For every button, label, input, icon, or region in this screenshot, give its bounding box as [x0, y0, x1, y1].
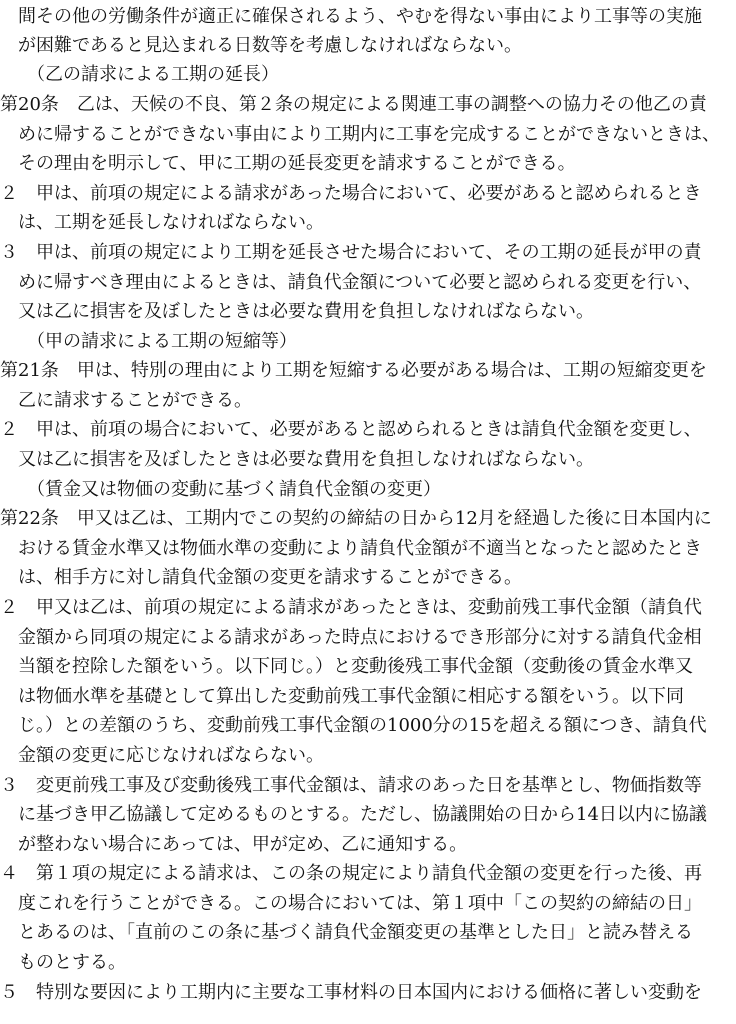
text-line: 又は乙に損害を及ぼしたときは必要な費用を負担しなければならない。	[18, 449, 594, 470]
paragraph-line: ２ 甲は、前項の規定による請求があった場合において、必要があると認められるとき	[0, 183, 702, 204]
text-line: 金額から同項の規定による請求があった時点におけるでき形部分に対する請負代金相	[18, 627, 702, 648]
paragraph-line: ３ 変更前残工事及び変動後残工事代金額は、請求のあった日を基準とし、物価指数等	[0, 775, 702, 796]
article-line: 第20条 乙は、天候の不良、第２条の規定による関連工事の調整への協力その他乙の責	[0, 94, 707, 115]
text-line: 間その他の労働条件が適正に確保されるよう、やむを得ない事由により工事等の実施	[18, 6, 702, 27]
text-line: 金額の変更に応じなければならない。	[18, 745, 324, 766]
text-line: ものとする。	[18, 952, 126, 973]
text-line: その理由を明示して、甲に工期の延長変更を請求することができる。	[18, 153, 576, 174]
text-line: じ。）との差額のうち、変動前残工事代金額の1000分の15を超える額につき、請負代	[18, 715, 707, 736]
paragraph-line: ２ 甲又は乙は、前項の規定による請求があったときは、変動前残工事代金額（請負代	[0, 597, 702, 618]
text-line: が整わない場合にあっては、甲が定め、乙に通知する。	[18, 834, 468, 855]
text-line: とあるのは、「直前のこの条に基づく請負代金額変更の基準とした日」と読み替える	[18, 922, 693, 943]
text-line: 乙に請求することができる。	[18, 390, 252, 411]
article-heading: （賃金又は物価の変動に基づく請負代金額の変更）	[27, 479, 441, 500]
text-line: は物価水準を基礎として算出した変動前残工事代金額に相応する額をいう。以下同	[18, 686, 684, 707]
text-line: は、工期を延長しなければならない。	[18, 212, 324, 233]
paragraph-line: ２ 甲は、前項の場合において、必要があると認められるときは請負代金額を変更し、	[0, 419, 702, 440]
text-line: 又は乙に損害を及ぼしたときは必要な費用を負担しなければならない。	[18, 301, 594, 322]
text-line: に基づき甲乙協議して定めるものとする。ただし、協議開始の日から14日以内に協議	[18, 804, 707, 825]
article-line: 第22条 甲又は乙は、工期内でこの契約の締結の日から12月を経過した後に日本国内に	[0, 508, 712, 529]
paragraph-line: ３ 甲は、前項の規定により工期を延長させた場合において、その工期の延長が甲の責	[0, 242, 702, 263]
article-heading: （乙の請求による工期の延長）	[27, 64, 279, 85]
article-heading: （甲の請求による工期の短縮等）	[27, 331, 297, 352]
paragraph-line: ４ 第１項の規定による請求は、この条の規定により請負代金額の変更を行った後、再	[0, 863, 702, 884]
text-line: めに帰すべき理由によるときは、請負代金額について必要と認められる変更を行い、	[18, 272, 702, 293]
text-line: めに帰することができない事由により工期内に工事を完成することができないときは、	[18, 124, 720, 145]
text-line: が困難であると見込まれる日数等を考慮しなければならない。	[18, 35, 522, 56]
text-line: 当額を控除した額をいう。以下同じ。）と変動後残工事代金額（変動後の賃金水準又	[18, 656, 693, 677]
text-line: おける賃金水準又は物価水準の変動により請負代金額が不適当となったと認めたとき	[18, 538, 702, 559]
text-line: 度これを行うことができる。この場合においては、第１項中「この契約の締結の日」	[18, 893, 702, 914]
text-line: は、相手方に対し請負代金額の変更を請求することができる。	[18, 567, 522, 588]
paragraph-line: ５ 特別な要因により工期内に主要な工事材料の日本国内における価格に著しい変動を	[0, 982, 702, 1003]
article-line: 第21条 甲は、特別の理由により工期を短縮する必要がある場合は、工期の短縮変更を	[0, 360, 707, 381]
